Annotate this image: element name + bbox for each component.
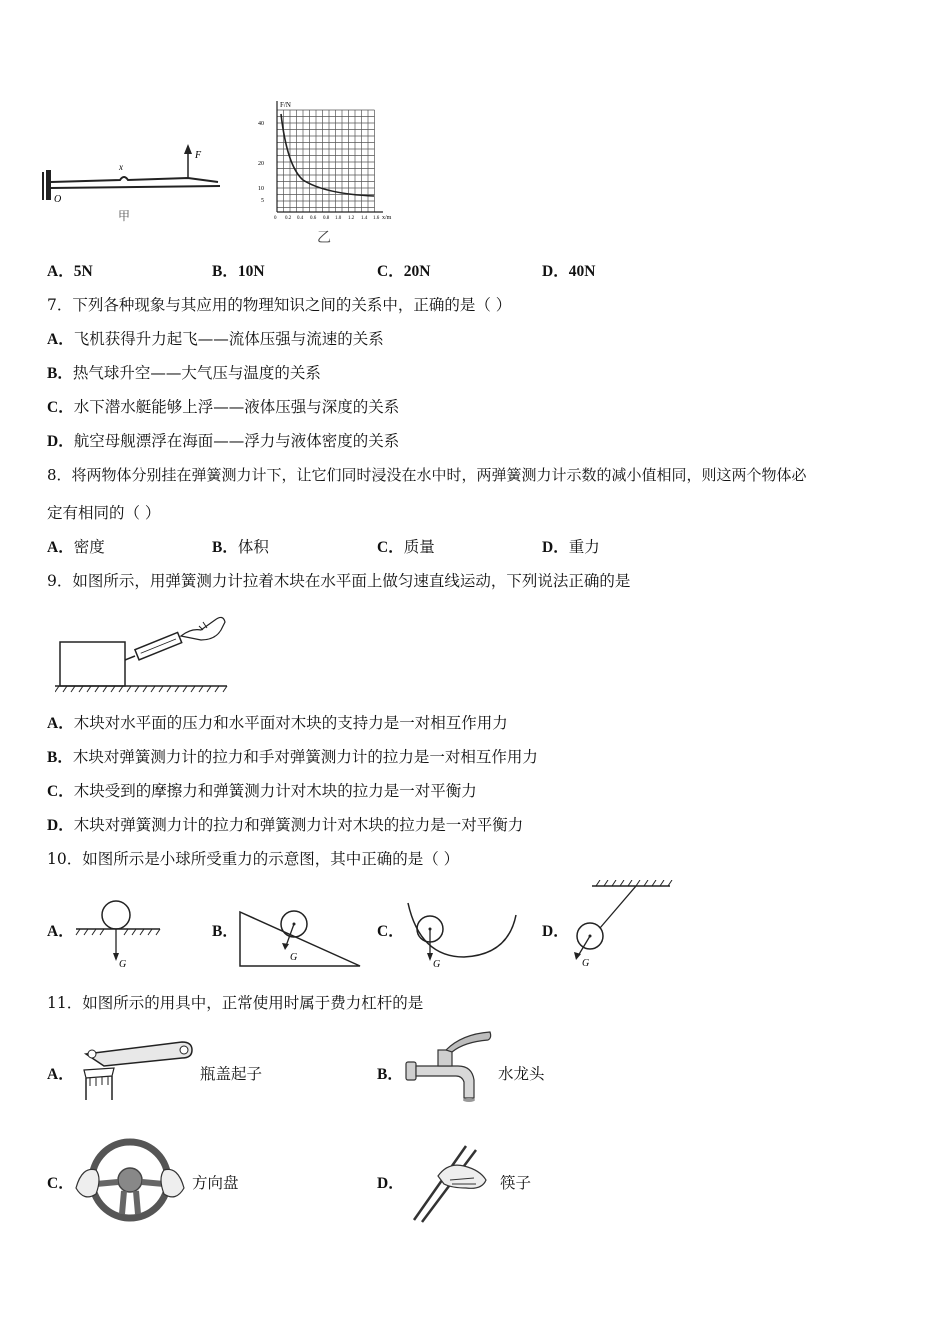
q11-option-d-text: 筷子 <box>500 1174 532 1192</box>
q6-figure-jia <box>40 130 230 225</box>
q6-origin-label: O <box>54 194 62 205</box>
q7-option-d: D．航空母舰漂浮在海面——浮力与液体密度的关系 <box>47 432 400 450</box>
q8-option-d: D．重力 <box>542 538 600 556</box>
q6-jia-caption: 甲 <box>118 209 131 223</box>
q6-x-tick: 0.4 <box>297 216 304 221</box>
q6-y-tick: 20 <box>258 161 264 167</box>
q11-option-a-label: A． <box>47 1066 74 1083</box>
q11-option-c-text: 方向盘 <box>192 1174 239 1192</box>
q6-figure-yi <box>255 98 400 248</box>
q6-x-label: x <box>119 162 123 172</box>
q10-figure-c <box>400 895 525 971</box>
q7-option-c: C．水下潜水艇能够上浮——液体压强与深度的关系 <box>47 398 400 416</box>
q10-option-b-label: B． <box>212 923 238 940</box>
q7-option-b: B．热气球升空——大气压与温度的关系 <box>47 364 321 382</box>
q8-option-b: B．体积 <box>212 538 269 556</box>
q6-y-tick: 40 <box>258 121 264 127</box>
q6-option-d: D．40N <box>542 263 596 280</box>
q6-x-tick: 0 <box>274 216 277 221</box>
hand-icon <box>438 1165 486 1188</box>
q11-option-b-text: 水龙头 <box>498 1065 545 1083</box>
steering-wheel-icon <box>72 1136 188 1224</box>
q11-option-d-label: D． <box>377 1175 404 1192</box>
q6-option-c: C．20N <box>377 263 431 280</box>
q6-x-tick: 0.2 <box>285 216 292 221</box>
q10-option-a-label: A． <box>47 923 74 940</box>
q10-a-g-label: G <box>119 959 127 970</box>
q10-figure-d <box>566 880 676 972</box>
q6-x-tick: 0.8 <box>323 216 330 221</box>
q9-stem: 9．如图所示，用弹簧测力计拉着木块在水平面上做匀速直线运动，下列说法正确的是 <box>47 572 631 590</box>
q6-yi-caption: 乙 <box>317 231 331 246</box>
q10-option-c-label: C． <box>377 923 404 940</box>
spring-scale <box>135 632 182 659</box>
q6-x-tick: 1.6 <box>373 216 380 221</box>
bottle-opener-icon <box>74 1030 196 1102</box>
hand-icon <box>181 617 225 640</box>
q10-b-g-label: G <box>290 952 298 963</box>
q6-y-unit: F/N <box>280 101 291 109</box>
q10-figure-a <box>72 895 162 971</box>
q7-stem: 7．下列各种现象与其应用的物理知识之间的关系中，正确的是（ ） <box>47 296 512 314</box>
right-hand-icon <box>161 1169 184 1197</box>
q6-force-label: F <box>195 150 202 161</box>
q9-option-b: B．木块对弹簧测力计的拉力和手对弹簧测力计的拉力是一对相互作用力 <box>47 748 538 766</box>
q6-graph-curve <box>281 114 374 196</box>
q6-x-tick: 0.6 <box>310 216 317 221</box>
q10-d-g-label: G <box>582 958 590 969</box>
q11-stem: 11．如图所示的用具中，正常使用时属于费力杠杆的是 <box>47 994 424 1012</box>
q10-figure-b <box>236 898 366 972</box>
q10-c-g-label: G <box>433 959 441 970</box>
q6-option-a: A．5N <box>47 263 93 280</box>
q10-stem: 10．如图所示是小球所受重力的示意图，其中正确的是（ ） <box>47 850 460 868</box>
q6-x-tick: 1.4 <box>361 216 368 221</box>
q6-y-tick: 5 <box>261 198 264 204</box>
q11-option-a-text: 瓶盖起子 <box>200 1065 263 1083</box>
q6-y-tick: 10 <box>258 186 264 192</box>
q8-stem-line1: 8．将两物体分别挂在弹簧测力计下，让它们同时浸没在水中时，两弹簧测力计示数的减小值相同，则这两个物体必 <box>47 466 807 484</box>
left-hand-icon <box>76 1169 99 1197</box>
chopsticks-icon <box>404 1140 496 1226</box>
wood-block <box>60 642 125 686</box>
q8-option-c: C．质量 <box>377 538 435 556</box>
q11-option-b-label: B． <box>377 1066 403 1083</box>
q6-x-unit: x/m <box>382 215 392 221</box>
q9-option-d: D．木块对弹簧测力计的拉力和弹簧测力计对木块的拉力是一对平衡力 <box>47 816 524 834</box>
q10-option-d-label: D． <box>542 923 569 940</box>
q6-x-tick: 1.2 <box>348 216 355 221</box>
q9-option-a: A．木块对水平面的压力和水平面对木块的支持力是一对相互作用力 <box>47 714 508 732</box>
q9-figure <box>55 600 235 695</box>
q11-option-c-label: C． <box>47 1175 74 1192</box>
q8-stem-line2: 定有相同的（ ） <box>47 504 161 522</box>
q8-option-a: A．密度 <box>47 538 105 556</box>
q6-option-b: B．10N <box>212 263 265 280</box>
q7-option-a: A．飞机获得升力起飞——流体压强与流速的关系 <box>47 330 384 348</box>
q6-x-tick: 1.0 <box>335 216 342 221</box>
faucet-icon <box>402 1026 494 1106</box>
q9-option-c: C．木块受到的摩擦力和弹簧测力计对木块的拉力是一对平衡力 <box>47 782 477 800</box>
